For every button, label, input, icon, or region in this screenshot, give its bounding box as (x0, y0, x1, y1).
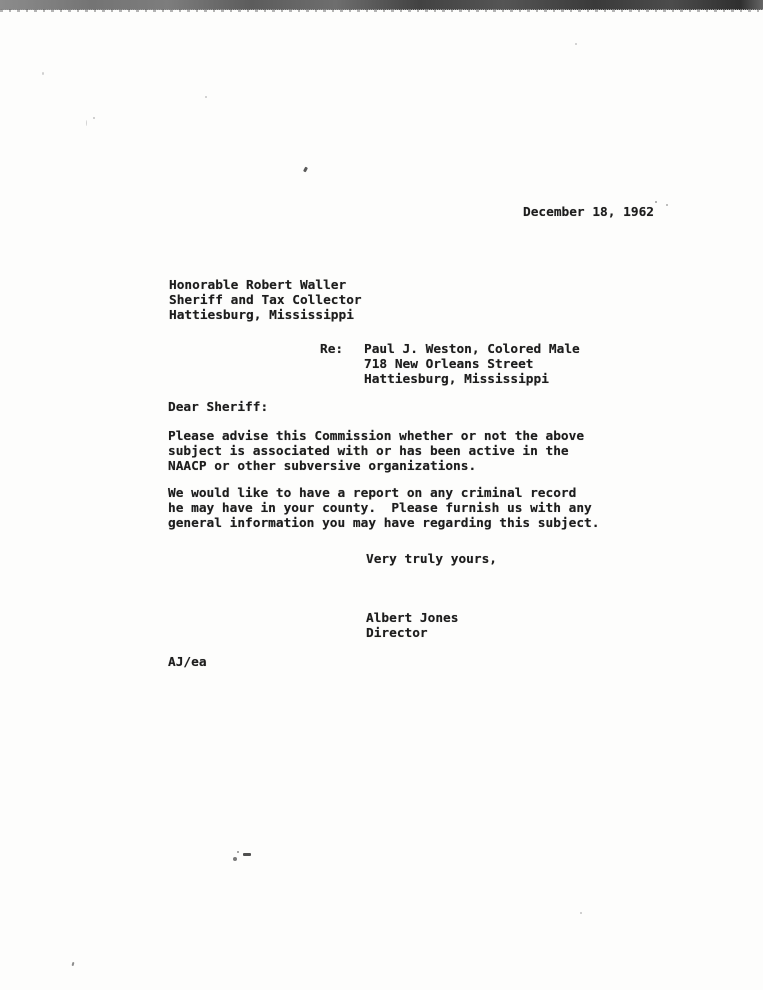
re-subject-line: Paul J. Weston, Colored Male (364, 342, 580, 357)
body-paragraph1-line2: subject is associated with or has been active in the (168, 444, 569, 459)
scan-speck (72, 962, 75, 966)
typist-initials: AJ/ea (168, 655, 207, 670)
body-paragraph1-line3: NAACP or other subversive organizations. (168, 459, 477, 474)
scan-speck (575, 43, 577, 45)
scan-speck (42, 72, 44, 75)
scan-speck (237, 851, 239, 853)
body-paragraph2-line1: We would like to have a report on any criminal record (168, 486, 577, 501)
re-label: Re: (320, 342, 344, 357)
scan-speck (666, 204, 668, 206)
complimentary-close: Very truly yours, (366, 552, 497, 567)
scan-speck (233, 857, 237, 861)
scan-speck (580, 912, 582, 914)
re-city-line: Hattiesburg, Mississippi (364, 372, 549, 387)
body-paragraph2-line3: general information you may have regarding this subject. (168, 516, 600, 531)
signer-name: Albert Jones (366, 611, 459, 626)
body-paragraph1-line1: Please advise this Commission whether or not the above (168, 429, 585, 444)
scan-top-edge-noise (0, 9, 763, 12)
salutation: Dear Sheriff: (168, 400, 269, 415)
scan-speck (655, 201, 657, 203)
recipient-city-line: Hattiesburg, Mississippi (169, 308, 354, 323)
recipient-title-line: Sheriff and Tax Collector (169, 293, 362, 308)
scan-speck (205, 96, 207, 98)
scan-speck (93, 117, 95, 119)
re-address-line: 718 New Orleans Street (364, 357, 534, 372)
scan-speck (303, 167, 308, 173)
signer-title: Director (366, 626, 428, 641)
letter-date: December 18, 1962 (523, 205, 654, 220)
body-paragraph2-line2: he may have in your county. Please furnish us with any (168, 501, 592, 516)
scan-speck (86, 120, 87, 126)
scan-speck (243, 853, 251, 856)
recipient-name-line: Honorable Robert Waller (169, 278, 347, 293)
